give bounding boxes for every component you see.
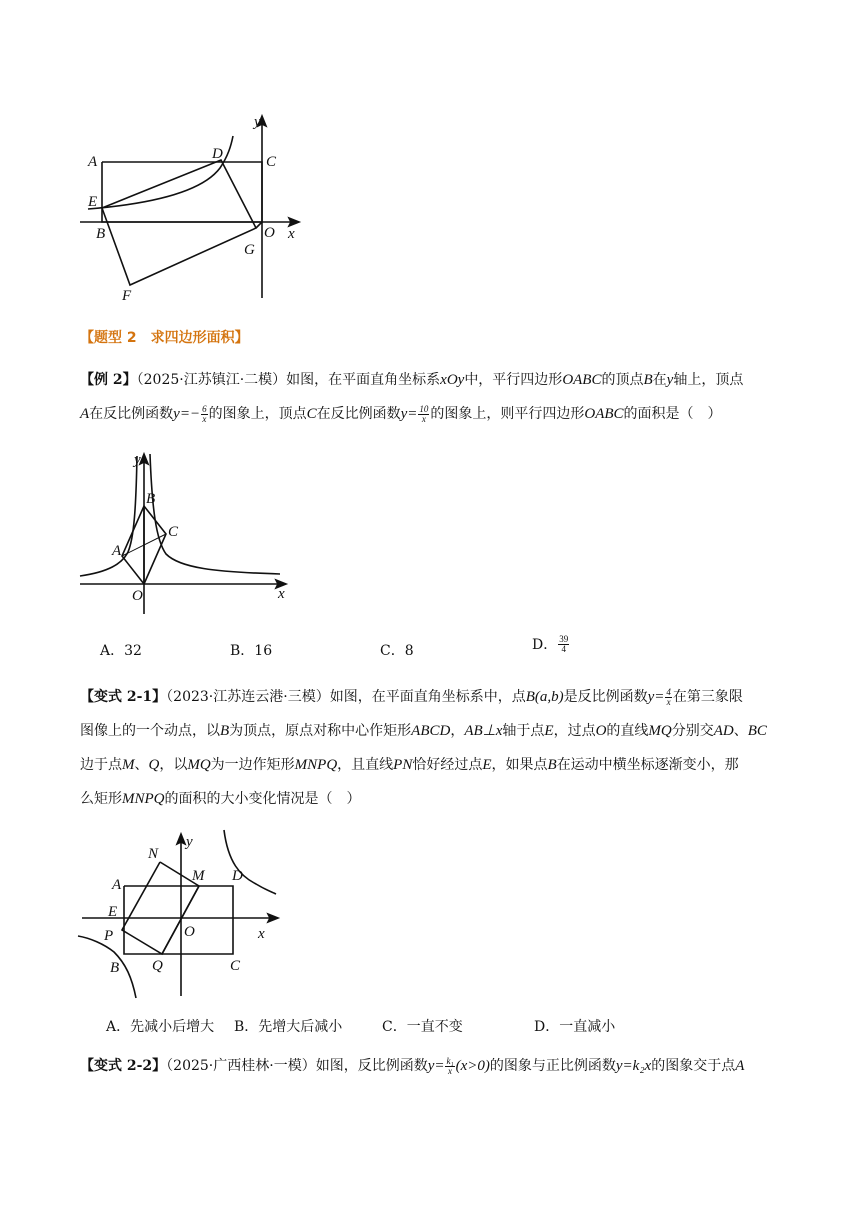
text: 的顶点 <box>601 372 644 388</box>
text: 在第三象限 <box>672 689 743 705</box>
var-A: A <box>80 406 90 422</box>
fraction-6-over-x <box>201 405 208 424</box>
label-x: x <box>288 226 295 242</box>
label-D: D <box>232 868 243 884</box>
example-2-line-1 <box>80 363 792 397</box>
variant-2-1-options <box>100 1016 660 1036</box>
option-d-prefix: D． <box>532 637 558 653</box>
var-MNPQ: MNPQ <box>294 757 338 773</box>
label-B: B <box>96 226 106 242</box>
var-E: E <box>482 757 492 773</box>
figure-rectangle-hyperbola <box>70 108 310 308</box>
y-axis-arrow <box>177 834 185 844</box>
label-x: x <box>258 926 265 942</box>
option-d <box>532 634 570 654</box>
var-Bab: B(a,b) <box>525 689 564 705</box>
var-M: M <box>122 757 135 773</box>
label-Q: Q <box>152 958 163 974</box>
variant-2-2-text <box>80 1049 792 1083</box>
text: 轴上，顶点 <box>673 372 744 388</box>
example-source: （2025·江苏镇江·二模） <box>136 372 287 388</box>
option-c: C．一直不变 <box>382 1019 463 1035</box>
option-d: D．一直减小 <box>534 1019 616 1035</box>
option-a: A．先减小后增大 <box>106 1019 215 1035</box>
var-AD: AD <box>713 723 734 739</box>
fraction-denominator: x <box>421 413 426 424</box>
label-O: O <box>132 588 143 604</box>
label-A: A <box>112 543 122 559</box>
y-axis-arrow <box>140 454 148 464</box>
text: 的图象与正比例函数 <box>489 1058 616 1074</box>
section-title: 【题型 2 求四边形面积】 <box>80 330 249 346</box>
text: 么矩形 <box>80 791 122 807</box>
option-c: C．8 <box>380 643 414 659</box>
var-MNPQ: MNPQ <box>122 791 165 807</box>
var-Q: Q <box>148 757 160 773</box>
var-E: E <box>544 723 554 739</box>
var-ABCD: ABCD <box>411 723 451 739</box>
segment-OG <box>256 222 262 228</box>
label-G: G <box>244 242 255 258</box>
label-C: C <box>168 524 179 540</box>
label-A: A <box>112 877 122 893</box>
text: ，以 <box>159 757 188 773</box>
variant-2-1-line-4 <box>80 782 792 816</box>
label-E: E <box>108 904 118 920</box>
text: 如图，在平面直角坐标系中，点 <box>329 689 526 705</box>
text: 为顶点，原点对称中心作矩形 <box>229 723 412 739</box>
var-OABC: OABC <box>584 406 624 422</box>
text: ，且直线 <box>337 757 394 773</box>
text: 图像上的一个动点，以 <box>80 723 220 739</box>
text: 边于点 <box>80 757 122 773</box>
var-A: A <box>735 1058 745 1074</box>
fraction-denominator: x <box>448 1065 453 1076</box>
text: 恰好经过点 <box>412 757 483 773</box>
text: 是反比例函数 <box>563 689 648 705</box>
formula-y-k2x: y=k₂x <box>615 1058 652 1074</box>
example-2-text <box>80 363 792 431</box>
var-MQ: MQ <box>648 723 672 739</box>
option-b: B．先增大后减小 <box>234 1019 343 1035</box>
label-y: y <box>134 452 141 468</box>
text: ，过点 <box>553 723 596 739</box>
text: 、 <box>134 757 149 773</box>
var-B: B <box>643 372 653 388</box>
formula-y-neg: y=− <box>173 406 201 422</box>
label-x: x <box>278 586 285 602</box>
variant-2-2-line-1 <box>80 1049 792 1083</box>
text: ，如果点 <box>491 757 548 773</box>
var-BC: BC <box>747 723 767 739</box>
label-y: y <box>186 834 193 850</box>
var-OABC: OABC <box>562 372 602 388</box>
variant-tag: 【变式 2-1】 <box>80 689 167 705</box>
example-2-options <box>100 633 620 660</box>
example-2-line-2 <box>80 397 792 431</box>
hyperbola-first-quadrant <box>224 830 276 894</box>
var-xOy: xOy <box>440 372 465 388</box>
label-E: E <box>88 194 98 210</box>
figure-parallelogram-hyperbolas <box>74 448 296 628</box>
text: 分别交 <box>671 723 714 739</box>
fraction-k1-over-x <box>445 1057 454 1076</box>
var-B: B <box>220 723 230 739</box>
text: 的图象交于点 <box>651 1058 736 1074</box>
fraction-denominator: x <box>202 413 207 424</box>
text: 在反比例函数 <box>316 406 401 422</box>
label-O: O <box>264 225 275 241</box>
var-PN: PN <box>393 757 413 773</box>
option-a: A．32 <box>100 643 142 659</box>
variant-2-1-line-3 <box>80 748 792 782</box>
label-C: C <box>230 958 241 974</box>
text: 的图象上，顶点 <box>208 406 307 422</box>
text: 在运动中横坐标逐渐变小，那 <box>556 757 739 773</box>
variant-2-1-text <box>80 680 792 816</box>
var-y: y <box>666 372 674 388</box>
text: 中，平行四边形 <box>464 372 563 388</box>
variant-2-1-line-1 <box>80 680 792 714</box>
var-MQ: MQ <box>187 757 211 773</box>
text: 为一边作矩形 <box>210 757 295 773</box>
variant-2-1-line-2 <box>80 714 792 748</box>
var-C: C <box>306 406 317 422</box>
fraction-4-over-x <box>665 688 672 707</box>
label-M: M <box>192 868 205 884</box>
label-B: B <box>110 960 120 976</box>
label-y: y <box>254 114 261 130</box>
fraction-numerator: 4 <box>666 686 671 697</box>
text: 轴于点 <box>502 723 545 739</box>
formula-y: y= <box>427 1058 445 1074</box>
text: 如图，反比例函数 <box>315 1058 428 1074</box>
fraction-39-over-4 <box>558 635 569 654</box>
label-N: N <box>148 846 159 862</box>
text: ， <box>450 723 465 739</box>
var-AB-perp-x: AB⊥x <box>464 723 503 739</box>
label-O: O <box>184 924 195 940</box>
text: 、 <box>733 723 748 739</box>
text: 在反比例函数 <box>89 406 174 422</box>
fraction-numerator: 10 <box>419 403 429 414</box>
text: 的面积的大小变化情况是（ ） <box>164 791 361 807</box>
text: 在 <box>652 372 667 388</box>
fraction-numerator: 39 <box>559 633 569 644</box>
fraction-numerator: k₁ <box>446 1055 454 1066</box>
variant-tag: 【变式 2-2】 <box>80 1058 167 1074</box>
hyperbola-third-quadrant <box>78 936 136 998</box>
label-B: B <box>146 491 156 507</box>
text: 的面积是（ ） <box>623 406 722 422</box>
fraction-denominator: 4 <box>561 643 566 654</box>
label-A: A <box>88 154 98 170</box>
variant-source: （2025·广西桂林·一模） <box>166 1058 316 1074</box>
label-P: P <box>104 928 114 944</box>
formula-y: y= <box>400 406 418 422</box>
x-axis-arrow <box>289 218 299 226</box>
var-O: O <box>595 723 607 739</box>
fraction-10-over-x <box>418 405 429 424</box>
var-B: B <box>547 757 557 773</box>
x-axis-arrow <box>268 914 278 922</box>
hyperbola-left <box>80 456 137 576</box>
option-b: B．16 <box>230 643 273 659</box>
fraction-numerator: 6 <box>202 403 207 414</box>
label-D: D <box>212 146 223 162</box>
example-tag: 【例 2】 <box>80 372 137 388</box>
condition-x-positive: (x>0) <box>455 1058 490 1074</box>
fraction-denominator: x <box>666 696 671 707</box>
text: 的图象上，则平行四边形 <box>430 406 585 422</box>
hyperbola-right <box>150 454 280 574</box>
text: 的直线 <box>606 723 649 739</box>
variant-source: （2023·江苏连云港·三模） <box>166 689 330 705</box>
text: 如图，在平面直角坐标系 <box>286 372 441 388</box>
formula-y: y= <box>647 689 665 705</box>
figure-rectangles-MNPQ <box>76 826 286 1002</box>
label-C: C <box>266 154 277 170</box>
label-F: F <box>122 288 132 304</box>
